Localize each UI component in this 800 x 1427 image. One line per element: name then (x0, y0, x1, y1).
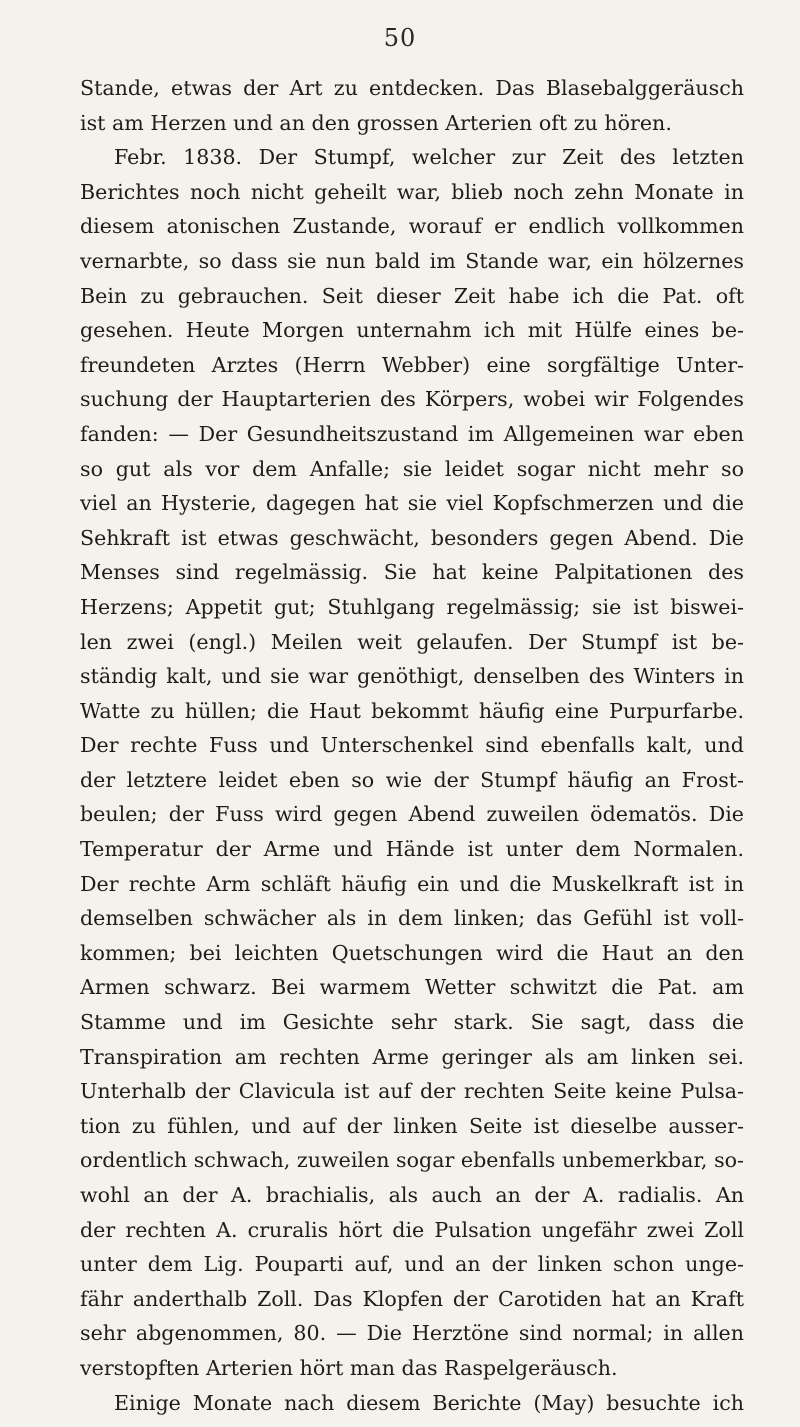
text-line: der rechten A. cruralis hört die Pulsation ungefähr zwei Zoll (80, 1217, 744, 1242)
text-line: Temperatur der Arme und Hände ist unter dem Normalen. (80, 837, 744, 862)
text-line: Sehkraft ist etwas geschwächt, besonders gegen Abend. Die (80, 525, 744, 550)
text-line: Unterhalb der Clavicula ist auf der rechten Seite keine Pulsa- (80, 1079, 744, 1104)
text-line: Herzens; Appetit gut; Stuhlgang regelmässig; sie ist biswei- (80, 594, 744, 619)
text-line: fanden: — Der Gesundheitszustand im Allgemeinen war eben (80, 421, 744, 446)
text-line: Febr. 1838. Der Stumpf, welcher zur Zeit des letzten (114, 145, 744, 170)
text-line: tion zu fühlen, und auf der linken Seite ist dieselbe ausser- (80, 1113, 744, 1138)
text-line: vernarbte, so dass sie nun bald im Stande war, ein hölzernes (80, 248, 744, 273)
text-line: ordentlich schwach, zuweilen sogar ebenfalls unbemerkbar, so- (80, 1148, 744, 1173)
text-line: Berichtes noch nicht geheilt war, blieb noch zehn Monate in (80, 179, 744, 204)
text-line: Der rechte Fuss und Unterschenkel sind ebenfalls kalt, und (80, 733, 744, 758)
text-line: demselben schwächer als in dem linken; das Gefühl ist voll- (80, 906, 744, 931)
text-line: suchung der Hauptarterien des Körpers, wobei wir Folgendes (80, 387, 744, 412)
text-line: Watte zu hüllen; die Haut bekommt häufig eine Purpurfarbe. (80, 698, 744, 723)
text-line: ist am Herzen und an den grossen Arterien oft zu hören. (80, 110, 672, 135)
page-number: 50 (383, 24, 417, 52)
text-line: fähr anderthalb Zoll. Das Klopfen der Carotiden hat an Kraft (80, 1286, 744, 1311)
text-line: gesehen. Heute Morgen unternahm ich mit Hülfe eines be- (80, 318, 744, 343)
text-line: freundeten Arztes (Herrn Webber) eine sorgfältige Unter- (80, 352, 744, 377)
text-line: beulen; der Fuss wird gegen Abend zuweilen ödematös. Die (80, 802, 744, 827)
text-line: Stamme und im Gesichte sehr stark. Sie sagt, dass die (80, 1010, 744, 1035)
text-line: ständig kalt, und sie war genöthigt, denselben des Winters in (80, 664, 744, 689)
text-line: so gut als vor dem Anfalle; sie leidet sogar nicht mehr so (80, 456, 744, 481)
text-line: Einige Monate nach diesem Berichte (May) besuchte ich (114, 1390, 744, 1415)
text-line: wohl an der A. brachialis, als auch an der A. radialis. An (80, 1183, 744, 1207)
text-line: der letztere leidet eben so wie der Stumpf häufig an Frost- (80, 767, 744, 792)
text-line: sehr abgenommen, 80. — Die Herztöne sind normal; in allen (80, 1321, 744, 1346)
text-line: Der rechte Arm schläft häufig ein und die Muskelkraft ist in (80, 871, 744, 896)
text-line: Stande, etwas der Art zu entdecken. Das Blasebalggeräusch (80, 76, 744, 100)
text-line: Bein zu gebrauchen. Seit dieser Zeit habe ich die Pat. oft (80, 283, 744, 308)
body-text (80, 71, 744, 1420)
text-line: kommen; bei leichten Quetschungen wird die Haut an den (80, 940, 744, 965)
text-line: Armen schwarz. Bei warmem Wetter schwitzt die Pat. am (80, 975, 744, 1000)
text-line: viel an Hysterie, dagegen hat sie viel Kopfschmerzen und die (80, 491, 744, 516)
text-line: diesem atonischen Zustande, worauf er endlich vollkommen (80, 214, 744, 239)
text-line: unter dem Lig. Pouparti auf, und an der linken schon unge- (80, 1252, 744, 1277)
text-line: Menses sind regelmässig. Sie hat keine Palpitationen des (80, 560, 744, 585)
text-line: verstopften Arterien hört man das Raspelgeräusch. (80, 1355, 618, 1380)
text-line: Transpiration am rechten Arme geringer als am linken sei. (80, 1044, 744, 1069)
text-line: len zwei (engl.) Meilen weit gelaufen. Der Stumpf ist be- (80, 629, 744, 654)
